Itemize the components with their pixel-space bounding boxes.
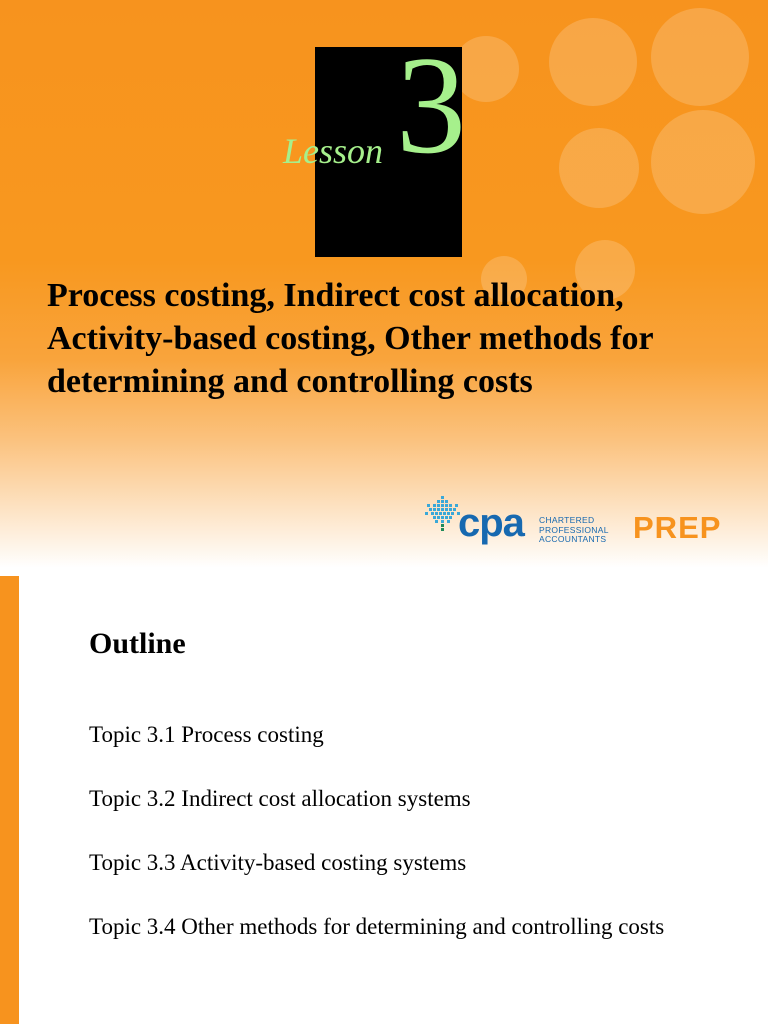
decor-circle (549, 18, 637, 106)
list-item: Topic 3.1 Process costing (89, 722, 324, 747)
cpa-subtitle-line: CHARTERED (539, 515, 595, 525)
cpa-subtitle (539, 516, 609, 545)
slide-title: Process costing, Indirect cost allocation, Activity-based costing, Other methods for determining and controlling costs (47, 277, 653, 400)
topic-list (89, 715, 709, 980)
maple-leaf-icon (423, 494, 463, 534)
decor-circle (651, 8, 749, 106)
lesson-label: Lesson (283, 131, 384, 171)
cpa-subtitle-line: ACCOUNTANTS (539, 534, 607, 544)
decor-circle (559, 128, 639, 208)
accent-side-bar (0, 576, 19, 1024)
cpa-subtitle-line: PROFESSIONAL (539, 524, 609, 535)
list-item: Topic 3.3 Activity-based costing systems (89, 850, 467, 875)
cpa-wordmark: cpa (458, 501, 524, 545)
decor-circle (651, 110, 755, 214)
list-item: Topic 3.4 Other methods for determining and controlling costs (89, 914, 665, 939)
list-item: Topic 3.2 Indirect cost allocation systems (89, 786, 471, 811)
outline-heading: Outline (89, 627, 186, 660)
cpa-prep-logo (423, 494, 743, 552)
prep-wordmark: PREP (633, 510, 722, 545)
lesson-number: 3 (396, 28, 466, 183)
